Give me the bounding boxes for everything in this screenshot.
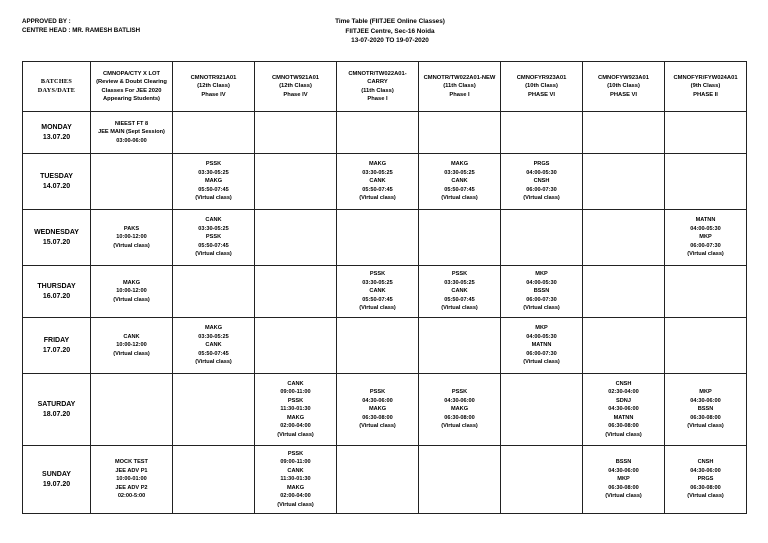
cell-line: (Review & Doubt Clearing [96, 79, 167, 85]
schedule-cell [665, 318, 747, 374]
cell-line: (Virtual class) [687, 423, 724, 430]
cell-line: 04:00-05:30 [690, 225, 721, 232]
cell-line: BSSN [697, 406, 714, 413]
schedule-cell [583, 210, 665, 266]
schedule-cell [255, 154, 337, 210]
cell-line: Appearing Students) [102, 96, 160, 102]
schedule-cell [419, 266, 501, 318]
batch-header [337, 62, 419, 112]
cell-line: (11th Class) [443, 83, 476, 90]
cell-line: (Virtual class) [113, 242, 150, 249]
cell-line: 02:00-04:00 [280, 423, 311, 430]
cell-line: 03:30-05:25 [362, 279, 393, 286]
cell-line: (10th Class) [607, 83, 640, 90]
cell-line: (Virtual class) [113, 350, 150, 357]
cell-line: 11:30-01:30 [280, 476, 311, 483]
schedule-cell [173, 210, 255, 266]
batch-header [91, 62, 173, 112]
cell-line: CMNOFYR923A01 [516, 74, 567, 81]
cell-line: MAKG [204, 325, 223, 332]
schedule-cell [337, 112, 419, 154]
day-row [23, 154, 747, 210]
cell-line: CANK [287, 380, 304, 387]
batch-header [173, 62, 255, 112]
day-date: 15.07.20 [42, 238, 71, 246]
cell-line: CANK [451, 178, 468, 185]
cell-line: PRGS [533, 161, 550, 168]
cell-line: (Virtual class) [605, 431, 642, 438]
schedule-cell [501, 446, 583, 514]
cell-line: CANK [451, 288, 468, 295]
cell-line: 04:30-06:00 [608, 406, 639, 413]
day-cell [23, 154, 91, 210]
cell-line: CMNOFYW923A01 [598, 74, 649, 81]
schedule-cell [583, 112, 665, 154]
schedule-cell [91, 210, 173, 266]
cell-line: BSSN [533, 288, 550, 295]
cell-line: 02:30-04:00 [608, 389, 639, 396]
cell-line: 02:00-5:00 [117, 493, 146, 500]
cell-line: (Virtual class) [277, 501, 314, 508]
cell-line: 03:30-05:25 [362, 169, 393, 176]
batch-header [583, 62, 665, 112]
schedule-cell [583, 154, 665, 210]
cell-line: CANK [369, 288, 386, 295]
schedule-cell [501, 266, 583, 318]
day-row [23, 446, 747, 514]
day-date: 18.07.20 [42, 410, 71, 418]
schedule-cell [501, 154, 583, 210]
schedule-cell [419, 318, 501, 374]
cell-line: 04:00-05:30 [526, 169, 557, 176]
cell-line: CMNOPA/CTY X LOT [102, 70, 161, 77]
cell-line: 10:00-01:00 [116, 476, 147, 483]
cell-line: CNSH [697, 459, 714, 466]
schedule-cell [91, 154, 173, 210]
schedule-cell [665, 210, 747, 266]
cell-line: 03:30-05:25 [198, 333, 229, 340]
cell-line: PAKS [123, 225, 140, 232]
schedule-cell [91, 446, 173, 514]
schedule-cell [91, 266, 173, 318]
day-date: 16.07.20 [42, 292, 71, 300]
cell-line: MATNN [695, 217, 716, 224]
batch-header [665, 62, 747, 112]
cell-line: NIEEST FT 8 [114, 120, 149, 127]
cell-line: CANK [205, 217, 222, 224]
schedule-cell [91, 112, 173, 154]
cell-line: 03:30-05:25 [198, 225, 229, 232]
cell-line: Phase I [367, 96, 388, 102]
cell-line: 05:50-07:45 [362, 186, 393, 193]
cell-line: (Virtual class) [441, 195, 478, 202]
cell-line: (Virtual class) [605, 493, 642, 500]
cell-line: 05:50-07:45 [362, 296, 393, 303]
cell-line: (Virtual class) [277, 431, 314, 438]
cell-line: Phase IV [283, 91, 308, 98]
cell-line: 04:30-06:00 [444, 397, 475, 404]
cell-line: 06:00-07:30 [526, 296, 557, 303]
cell-line: (Virtual class) [523, 359, 560, 366]
cell-line: MAKG [450, 406, 469, 413]
cell-line: (Virtual class) [441, 423, 478, 430]
day-name: WEDNESDAY [34, 228, 79, 236]
cell-line: (11th Class) [361, 87, 394, 94]
day-row [23, 112, 747, 154]
cell-line: MOCK TEST [115, 459, 148, 466]
day-date: 17.07.20 [42, 346, 71, 354]
schedule-cell [337, 266, 419, 318]
day-date: 19.07.20 [42, 480, 71, 488]
cell-line: (Virtual class) [687, 251, 724, 258]
day-name: SUNDAY [42, 470, 71, 478]
schedule-cell [665, 154, 747, 210]
corner-header [23, 62, 91, 112]
day-cell [23, 112, 91, 154]
day-cell [23, 266, 91, 318]
schedule-cell [173, 266, 255, 318]
cell-line: CANK [123, 333, 140, 340]
cell-line: 03:00-06:00 [116, 137, 147, 144]
cell-line: Classes For JEE 2020 [101, 87, 162, 94]
schedule-cell [419, 374, 501, 446]
cell-line: MATNN [531, 342, 552, 349]
cell-line: Phase I [449, 91, 470, 98]
cell-line: MAKG [286, 484, 305, 491]
schedule-cell [419, 112, 501, 154]
cell-line: CANK [369, 178, 386, 185]
cell-line: 03:30-05:25 [444, 279, 475, 286]
cell-line: 06:30-08:00 [690, 484, 721, 491]
cell-line: 10:00-12:00 [116, 342, 147, 349]
cell-line: BSSN [615, 459, 632, 466]
corner-label: BATCHES [40, 78, 73, 85]
cell-line: JEE ADV P2 [115, 484, 148, 491]
cell-line: PHASE II [693, 91, 718, 98]
cell-line: MKP [699, 234, 712, 241]
cell-line: MAKG [122, 279, 141, 286]
schedule-cell [665, 374, 747, 446]
cell-line: 03:30-05:25 [444, 169, 475, 176]
cell-line: 05:50-07:45 [198, 350, 229, 357]
cell-line: CMNOFYR/FYW024A01 [673, 74, 738, 81]
cell-line: PHASE VI [527, 91, 556, 98]
schedule-cell [255, 446, 337, 514]
cell-line: (Virtual class) [113, 296, 150, 303]
schedule-cell [173, 446, 255, 514]
cell-line: PSSK [287, 450, 304, 457]
cell-line: PSSK [451, 271, 468, 278]
cell-line: (Virtual class) [359, 195, 396, 202]
schedule-cell [419, 210, 501, 266]
schedule-cell [337, 446, 419, 514]
cell-line: MAKG [368, 161, 387, 168]
day-name: FRIDAY [43, 336, 70, 344]
day-row [23, 266, 747, 318]
cell-line: MAKG [204, 178, 223, 185]
schedule-cell [255, 112, 337, 154]
cell-line: 10:00-12:00 [116, 288, 147, 295]
day-cell [23, 318, 91, 374]
cell-line: PSSK [369, 271, 386, 278]
timetable [22, 61, 747, 514]
cell-line: PHASE VI [609, 91, 638, 98]
cell-line: 06:30-08:00 [690, 414, 721, 421]
cell-line: (Virtual class) [359, 305, 396, 312]
cell-line: SDNJ [616, 397, 631, 404]
cell-line: (Virtual class) [195, 359, 232, 366]
cell-line: CMNOTR/TW022A01- [348, 70, 407, 77]
cell-line: (Virtual class) [523, 195, 560, 202]
schedule-cell [255, 210, 337, 266]
cell-line: 06:00-07:30 [690, 242, 721, 249]
cell-line: (Virtual class) [195, 251, 232, 258]
schedule-cell [91, 374, 173, 446]
date-range: 13-07-2020 TO 19-07-2020 [351, 37, 429, 44]
cell-line: 09:00-11:00 [280, 459, 311, 466]
day-cell [23, 210, 91, 266]
corner-label: DAYS/DATE [37, 86, 76, 94]
cell-line: JEE ADV P1 [115, 467, 148, 474]
cell-line: CANK [287, 467, 304, 474]
cell-line: CMNOTR/TW022A01-NEW [423, 74, 496, 81]
header-row [23, 62, 747, 112]
cell-line: MAKG [368, 406, 387, 413]
schedule-cell [501, 210, 583, 266]
cell-line: MKP [535, 325, 548, 332]
day-cell [23, 446, 91, 514]
cell-line: (Virtual class) [195, 195, 232, 202]
schedule-cell [337, 154, 419, 210]
schedule-cell [419, 446, 501, 514]
cell-line: 09:00-11:00 [280, 389, 311, 396]
day-name: MONDAY [41, 123, 72, 131]
schedule-cell [583, 446, 665, 514]
schedule-cell [583, 318, 665, 374]
cell-line: CNSH [533, 178, 550, 185]
batch-header [419, 62, 501, 112]
schedule-cell [665, 446, 747, 514]
cell-line: CMNOTR921A01 [190, 74, 237, 81]
cell-line: 04:30-06:00 [690, 467, 721, 474]
schedule-cell [255, 318, 337, 374]
cell-line: (Virtual class) [359, 423, 396, 430]
cell-line: PRGS [697, 476, 714, 483]
schedule-cell [255, 266, 337, 318]
cell-line: MKP [535, 271, 548, 278]
schedule-cell [91, 318, 173, 374]
cell-line: PSSK [287, 397, 304, 404]
cell-line: Phase IV [201, 91, 226, 98]
day-date: 13.07.20 [42, 133, 71, 141]
cell-line: 10:00-12:00 [116, 234, 147, 241]
schedule-cell [173, 154, 255, 210]
schedule-cell [173, 374, 255, 446]
schedule-cell [583, 266, 665, 318]
schedule-cell [337, 318, 419, 374]
cell-line: PSSK [451, 389, 468, 396]
day-row [23, 210, 747, 266]
batch-header [501, 62, 583, 112]
cell-line: 06:30-08:00 [608, 484, 639, 491]
schedule-cell [501, 112, 583, 154]
cell-line: 05:50-07:45 [198, 186, 229, 193]
document-title [230, 17, 550, 46]
cell-line: (12th Class) [279, 83, 312, 90]
cell-line: 06:00-07:30 [526, 186, 557, 193]
cell-line: CANK [205, 342, 222, 349]
schedule-cell [665, 112, 747, 154]
schedule-cell [665, 266, 747, 318]
day-name: TUESDAY [40, 172, 73, 180]
cell-line: CARRY [367, 79, 388, 85]
centre-head-label: CENTRE HEAD : MR. RAMESH BATLISH [22, 27, 141, 34]
schedule-cell [583, 374, 665, 446]
centre-name: FIITJEE Centre, Sec-16 Noida [345, 27, 435, 35]
cell-line: MKP [617, 476, 630, 483]
cell-line: MKP [699, 389, 712, 396]
cell-line: (Virtual class) [523, 305, 560, 312]
schedule-cell [255, 374, 337, 446]
cell-line: 11:30-01:30 [280, 406, 311, 413]
cell-line: 06:30-08:00 [444, 414, 475, 421]
day-name: THURSDAY [37, 282, 76, 290]
approval-block [22, 17, 140, 35]
schedule-cell [419, 154, 501, 210]
cell-line: 04:30-06:00 [608, 467, 639, 474]
schedule-cell [501, 374, 583, 446]
schedule-cell [173, 112, 255, 154]
batch-header [255, 62, 337, 112]
cell-line: (Virtual class) [441, 305, 478, 312]
day-row [23, 374, 747, 446]
cell-line: (12th Class) [197, 83, 230, 90]
schedule-cell [337, 374, 419, 446]
cell-line: CNSH [615, 380, 632, 387]
cell-line: 04:00-05:30 [526, 279, 557, 286]
cell-line: 06:30-08:00 [362, 414, 393, 421]
day-date: 14.07.20 [42, 182, 71, 190]
schedule-cell [173, 318, 255, 374]
cell-line: PSSK [369, 389, 386, 396]
cell-line: 04:00-05:30 [526, 333, 557, 340]
cell-line: 05:50-07:45 [444, 296, 475, 303]
cell-line: PSSK [205, 234, 222, 241]
schedule-cell [337, 210, 419, 266]
day-name: SATURDAY [37, 400, 76, 408]
cell-line: PSSK [205, 161, 222, 168]
cell-line: 03:30-05:25 [198, 169, 229, 176]
cell-line: MAKG [286, 414, 305, 421]
cell-line: MATNN [613, 414, 634, 421]
cell-line: 05:50-07:45 [444, 186, 475, 193]
cell-line: 06:30-08:00 [608, 423, 639, 430]
cell-line: JEE MAIN (Sept Session) [98, 129, 165, 136]
day-cell [23, 374, 91, 446]
cell-line: 05:50-07:45 [198, 242, 229, 249]
cell-line: 06:00-07:30 [526, 350, 557, 357]
title-line: Time Table (FIITJEE Online Classes) [335, 18, 445, 25]
cell-line: 04:30-06:00 [690, 397, 721, 404]
schedule-cell [501, 318, 583, 374]
cell-line: (10th Class) [525, 83, 558, 90]
day-row [23, 318, 747, 374]
approved-by-label: APPROVED BY : [22, 18, 71, 25]
cell-line: 04:30-06:00 [362, 397, 393, 404]
cell-line: 02:00-04:00 [280, 493, 311, 500]
cell-line: MAKG [450, 161, 469, 168]
cell-line: CMNOTW921A01 [271, 74, 320, 81]
cell-line: (Virtual class) [687, 493, 724, 500]
cell-line: (9th Class) [690, 83, 721, 90]
